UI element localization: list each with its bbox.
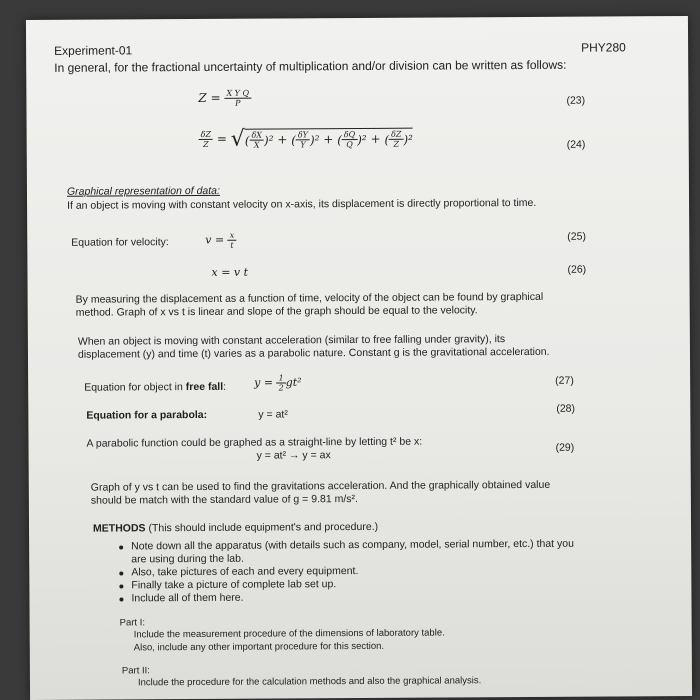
- paragraph-acceleration-line2: displacement (y) and time (t) varies as a parabolic nature. Constant g is the gravitational acceleration.: [77, 345, 550, 361]
- paragraph-velocity-line2: method. Graph of x vs t is linear and slope of the graph should be equal to the velocity.: [75, 304, 478, 319]
- equation-28: y = at²: [258, 408, 288, 421]
- paragraph-gravity-line2: should be match with the standard value of g = 9.81 m/s².: [90, 493, 358, 507]
- methods-bullet-3: Finally take a picture of complete lab set up.: [131, 578, 337, 592]
- velocity-label: Equation for velocity:: [71, 236, 169, 249]
- part1-line2: Also, include any other important procedure for this section.: [133, 640, 385, 654]
- course-code: PHY280: [581, 40, 626, 55]
- equation-25: v = $\frac{x}{t}$: [205, 231, 236, 250]
- methods-bullet-2: Also, take pictures of each and every equipment.: [131, 565, 359, 579]
- graphical-intro: If an object is moving with constant velocity on x-axis, its displacement is directly proportional to time.: [67, 196, 537, 212]
- equation-number-24: (24): [566, 138, 586, 151]
- part2-title: Part II:: [121, 665, 150, 677]
- methods-heading: METHODS (This should include equipment's and procedure.): [93, 520, 379, 535]
- free-fall-label: Equation for object in free fall:: [84, 380, 227, 394]
- document-page: [26, 16, 692, 700]
- experiment-title: Experiment-01: [54, 43, 133, 58]
- equation-number-26: (26): [567, 263, 587, 276]
- paragraph-velocity-line1: By measuring the displacement as a function of time, velocity of the object can be found by graphical: [75, 290, 544, 306]
- equation-number-23: (23): [566, 94, 586, 107]
- part1-line1: Include the measurement procedure of the dimensions of laboratory table.: [133, 627, 445, 641]
- bullet-marker: [119, 571, 123, 575]
- equation-number-27: (27): [555, 374, 574, 387]
- equation-29: y = at² → y = ax: [256, 449, 331, 462]
- intro-text: In general, for the fractional uncertainty of multiplication and/or division can be written as follows:: [54, 57, 567, 75]
- paragraph-acceleration-line1: When an object is moving with constant acceleration (similar to free falling under gravity), its: [77, 333, 506, 348]
- equation-27: y = $\frac{1}{2}$ gt²: [254, 373, 302, 393]
- equation-23: Z = $\frac{\text{X Y Q}}{P}$: [198, 89, 251, 108]
- equation-24: $\frac{\delta Z}{Z}$ = √( $\frac{\delta X}{X}$ )² + ( $\frac{\delta Y}{Y}$ )² + ( $\frac{\delta Q}{Q}$ )² + ( $\frac{\delta Z}{Z}$ )²: [200, 126, 414, 152]
- equation-number-25: (25): [567, 230, 586, 243]
- equation-26: x = v t: [211, 265, 249, 279]
- paragraph-gravity-line1: Graph of y vs t can be used to find the gravitations acceleration. And the graphically obtained value: [90, 478, 551, 494]
- parabola-label: Equation for a parabola:: [86, 408, 208, 422]
- bullet-marker: [119, 545, 123, 549]
- equation-number-29: (29): [555, 441, 575, 454]
- methods-bullet-4: Include all of them here.: [131, 591, 244, 605]
- part1-title: Part I:: [119, 617, 145, 629]
- methods-bullet-1-cont: are using during the lab.: [131, 552, 244, 566]
- graphical-heading: Graphical representation of data:: [66, 184, 220, 198]
- bullet-marker: [119, 597, 123, 601]
- part2-line1: Include the procedure for the calculation methods and also the graphical analysis.: [137, 675, 482, 689]
- bullet-marker: [119, 584, 123, 588]
- methods-bullet-1: Note down all the apparatus (with details such as company, model, serial number, etc.) that you: [131, 537, 574, 553]
- paragraph-straight-line: A parabolic function could be graphed as a straight-line by letting t² be x:: [86, 435, 423, 450]
- equation-number-28: (28): [556, 402, 576, 415]
